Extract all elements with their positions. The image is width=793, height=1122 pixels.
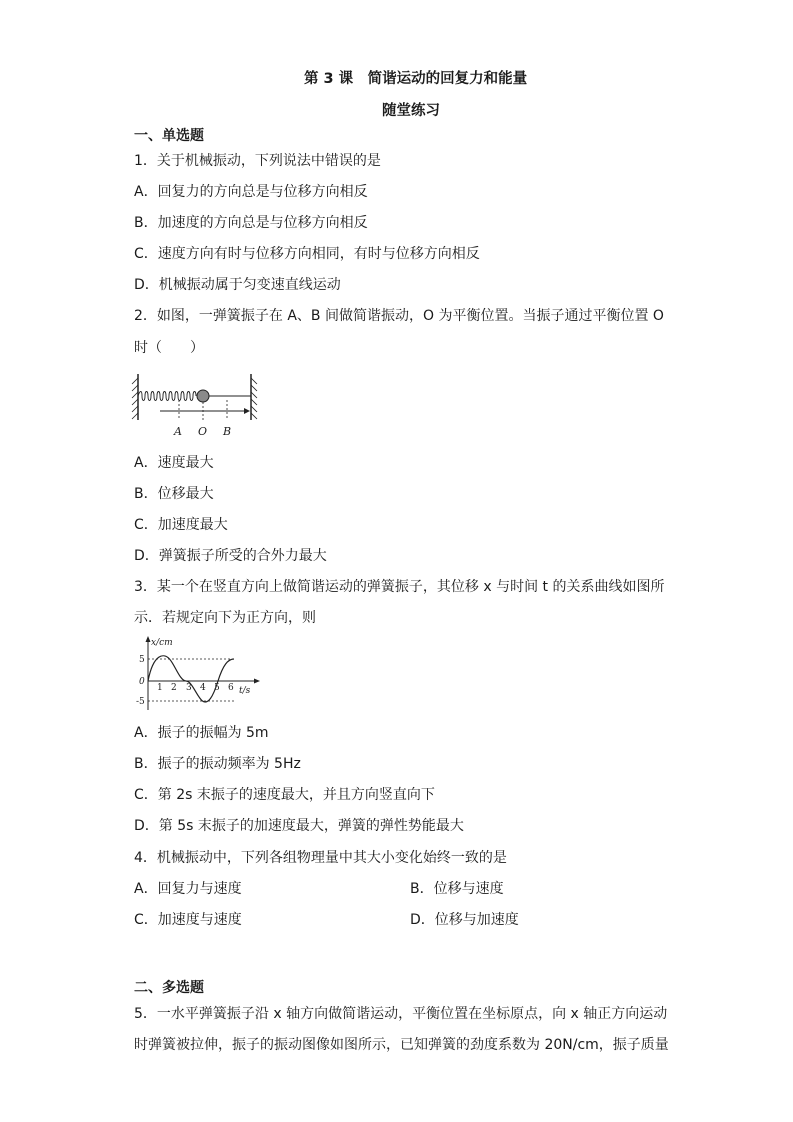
spring-oscillator-figure	[128, 370, 268, 442]
q3-stem-line1: 3．某一个在竖直方向上做简谐运动的弹簧振子，其位移 x 与时间 t 的关系曲线如图所	[134, 579, 665, 595]
q3-option-a: A．振子的振幅为 5m	[134, 725, 269, 741]
x-tick-4: 4	[200, 683, 206, 693]
q4-option-b: B．位移与速度	[410, 881, 504, 897]
label-o: O	[198, 425, 208, 438]
y-axis-label: x/cm	[151, 638, 173, 648]
page-title: 第 3 课 简谐运动的回复力和能量	[304, 71, 528, 87]
oscillator-ball	[197, 390, 209, 402]
sine-curve	[148, 656, 234, 702]
q3-stem-line2: 示．若规定向下为正方向，则	[134, 610, 316, 626]
q5-stem-line2: 时弹簧被拉伸，振子的振动图像如图所示，已知弹簧的劲度系数为 20N/cm，振子质量	[134, 1037, 669, 1053]
q4-stem: 4．机械振动中，下列各组物理量中其大小变化始终一致的是	[134, 850, 507, 866]
q1-option-a: A．回复力的方向总是与位移方向相反	[134, 184, 368, 200]
q3-option-b: B．振子的振动频率为 5Hz	[134, 756, 301, 772]
y-tick-neg5: -5	[136, 697, 145, 707]
label-a: A	[174, 425, 182, 438]
q1-option-b: B．加速度的方向总是与位移方向相反	[134, 215, 368, 231]
q2-stem-line2: 时（ ）	[134, 340, 204, 356]
displacement-time-graph	[136, 634, 266, 714]
x-axis-label: t/s	[239, 686, 251, 696]
section-heading-multiple-choice: 二、多选题	[134, 980, 204, 996]
x-tick-2: 2	[171, 683, 177, 693]
origin-label: 0	[139, 677, 145, 687]
q1-option-d: D．机械振动属于匀变速直线运动	[134, 277, 341, 293]
x-tick-1: 1	[157, 683, 163, 693]
spring-icon	[138, 392, 196, 401]
q3-option-c: C．第 2s 末振子的速度最大，并且方向竖直向下	[134, 787, 435, 803]
q3-option-d: D．第 5s 末振子的加速度最大，弹簧的弹性势能最大	[134, 818, 464, 834]
x-tick-6: 6	[228, 683, 234, 693]
q2-option-c: C．加速度最大	[134, 517, 228, 533]
q1-option-c: C．速度方向有时与位移方向相同，有时与位移方向相反	[134, 246, 480, 262]
x-tick-5: 5	[214, 683, 220, 693]
q4-option-d: D．位移与加速度	[410, 912, 519, 928]
q5-stem-line1: 5．一水平弹簧振子沿 x 轴方向做简谐运动，平衡位置在坐标原点，向 x 轴正方向运动	[134, 1006, 668, 1022]
q1-stem: 1．关于机械振动，下列说法中错误的是	[134, 153, 381, 169]
q4-option-a: A．回复力与速度	[134, 881, 242, 897]
q2-stem-line1: 2．如图，一弹簧振子在 A、B 间做简谐振动，O 为平衡位置。当振子通过平衡位置 O	[134, 308, 664, 324]
q2-option-a: A．速度最大	[134, 455, 214, 471]
label-b: B	[223, 425, 232, 438]
q2-option-d: D．弹簧振子所受的合外力最大	[134, 548, 327, 564]
q2-option-b: B．位移最大	[134, 486, 214, 502]
page-subtitle: 随堂练习	[382, 103, 440, 119]
arrow-icon	[244, 408, 250, 414]
q4-option-c: C．加速度与速度	[134, 912, 242, 928]
section-heading-single-choice: 一、单选题	[134, 128, 204, 144]
x-tick-3: 3	[186, 683, 192, 693]
y-tick-5: 5	[139, 655, 145, 665]
